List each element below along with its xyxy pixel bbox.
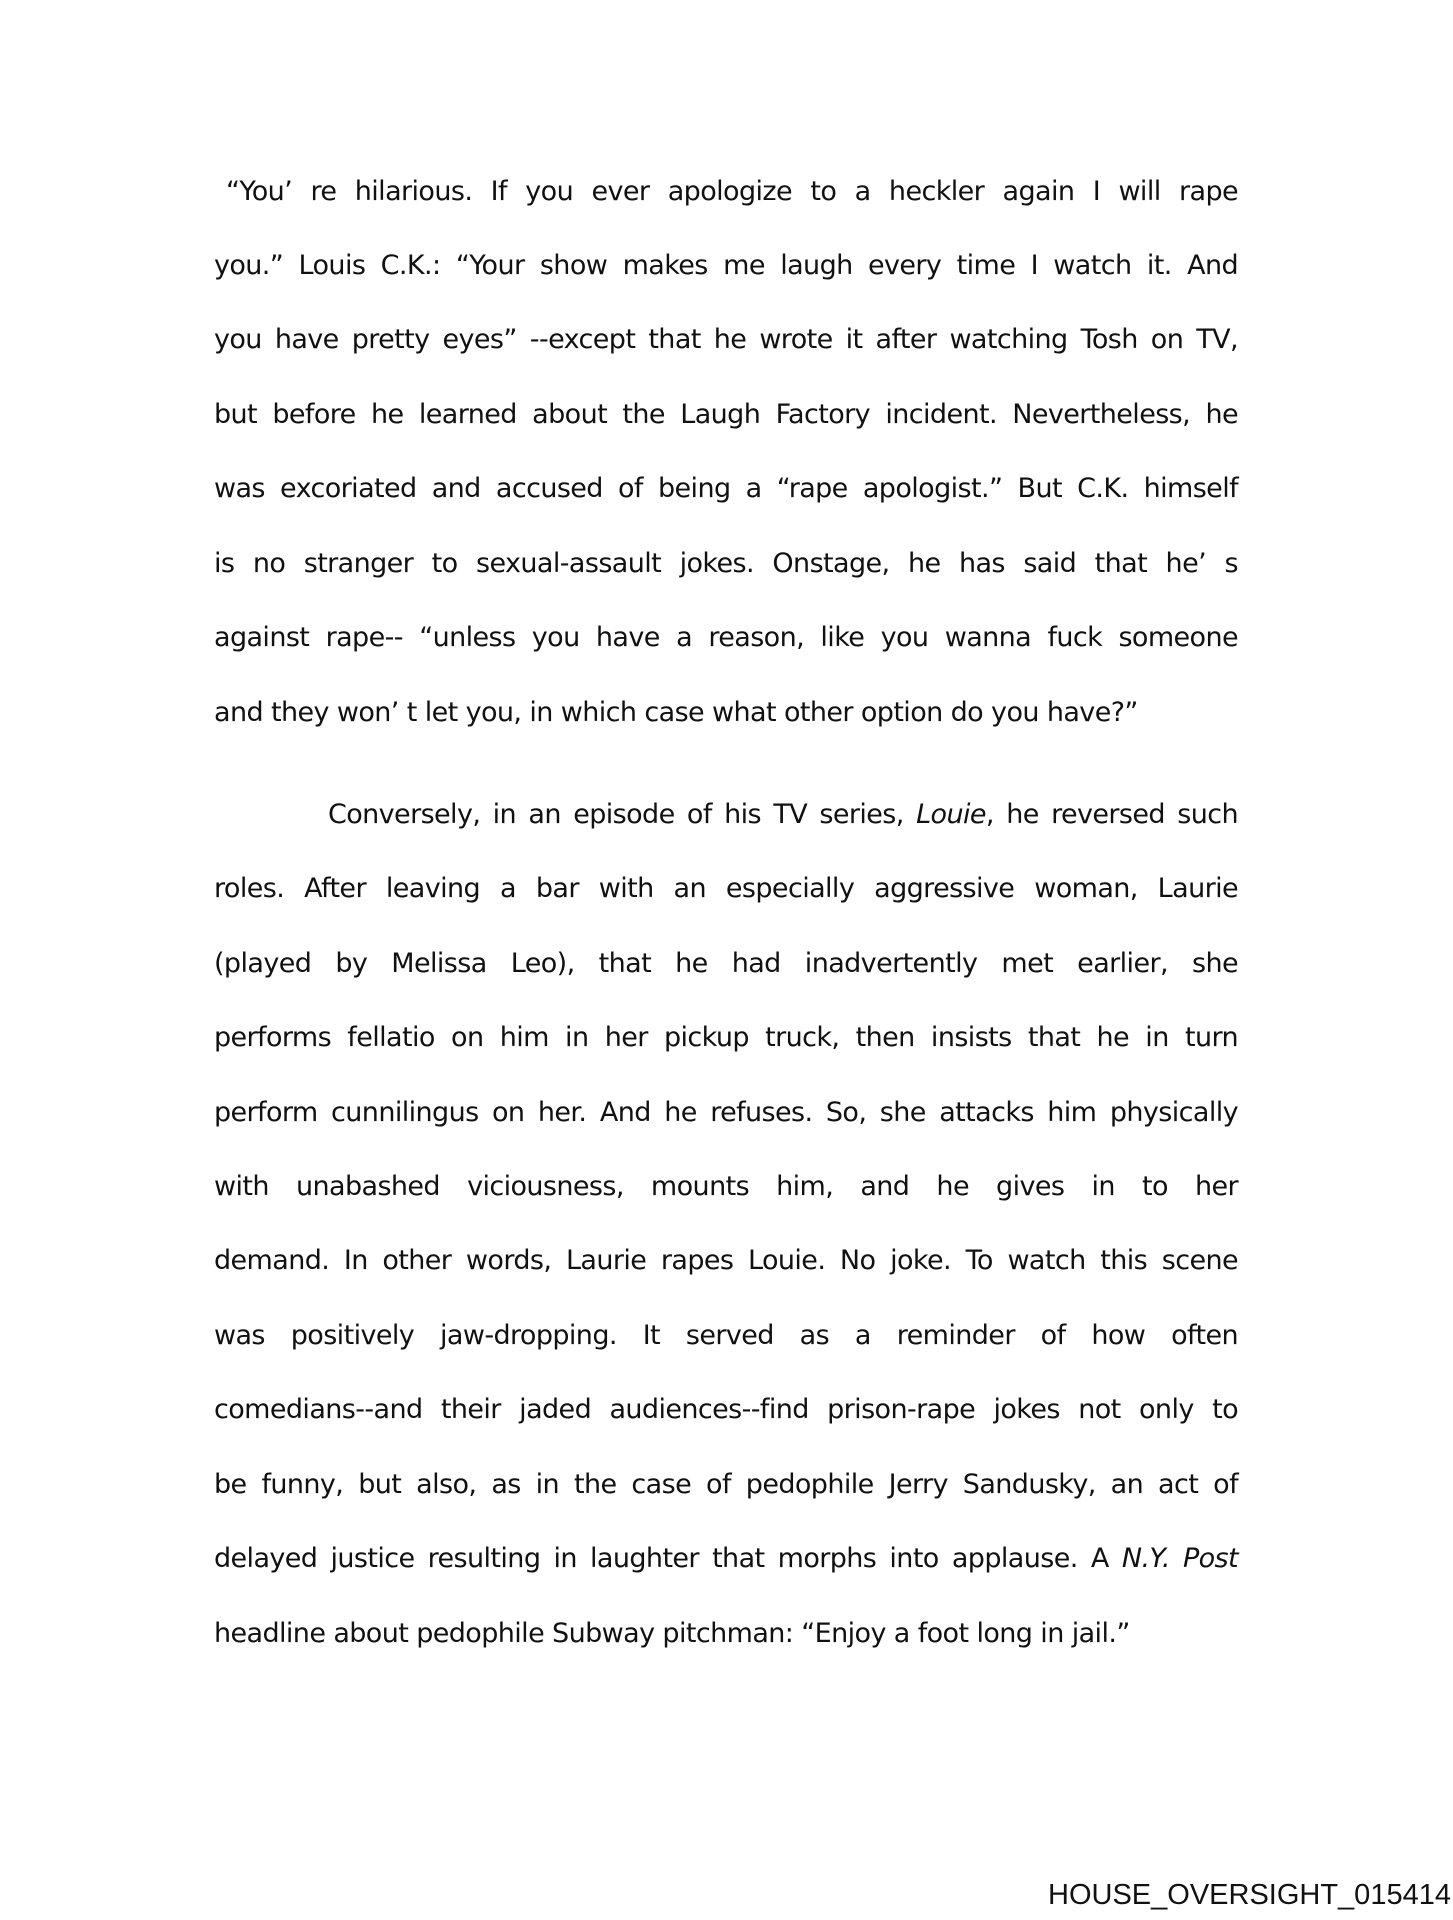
paragraph-2-line-9: comedians--and their jaded audiences--find prison-rape jokes not only to [214, 1394, 1238, 1425]
paragraph-2-line-2: roles. After leaving a bar with an especially aggressive woman, Laurie [214, 873, 1238, 904]
paragraph-2-line-8: was positively jaw-dropping. It served as a reminder of how often [214, 1320, 1238, 1351]
paragraph-2-line-3: (played by Melissa Leo), that he had inadvertently met earlier, she [214, 948, 1238, 979]
paragraph-1-line-4: but before he learned about the Laugh Factory incident. Nevertheless, he [214, 399, 1238, 430]
paragraph-1-line-5: was excoriated and accused of being a “rape apologist.” But C.K. himself [214, 473, 1238, 504]
paragraph-2-line-7: demand. In other words, Laurie rapes Louie. No joke. To watch this scene [214, 1245, 1238, 1276]
paragraph-2-line-1 [328, 795, 1238, 835]
paragraph-2-line-6: with unabashed viciousness, mounts him, and he gives in to her [214, 1171, 1238, 1202]
paragraph-1-line-6: is no stranger to sexual-assault jokes. Onstage, he has said that he’ s [214, 548, 1238, 579]
paragraph-1-line-2: you.” Louis C.K.: “Your show makes me laugh every time I watch it. And [214, 250, 1238, 281]
paragraph-2-line-1-text-b: , he reversed such [985, 799, 1238, 830]
paragraph-2-line-11-text: delayed justice resulting in laughter that morphs into applause. A [214, 1543, 1122, 1574]
paragraph-2-line-11 [214, 1539, 1238, 1579]
publication-title-ny-post: N.Y. Post [1121, 1543, 1239, 1574]
paragraph-1-line-3: you have pretty eyes” --except that he wrote it after watching Tosh on TV, [214, 324, 1238, 355]
paragraph-2-line-1-text-a: Conversely, in an episode of his TV series, [328, 799, 917, 830]
show-title-louie: Louie [916, 799, 986, 830]
paragraph-1-line-7: against rape-- “unless you have a reason, like you wanna fuck someone [214, 622, 1238, 653]
paragraph-1-line-1: “You’ re hilarious. If you ever apologize to a heckler again I will rape [226, 176, 1238, 207]
paragraph-1-line-8: and they won’ t let you, in which case what other option do you have?” [214, 697, 1138, 728]
paragraph-2-line-5: perform cunnilingus on her. And he refuses. So, she attacks him physically [214, 1097, 1238, 1128]
paragraph-2-line-4: performs fellatio on him in her pickup truck, then insists that he in turn [214, 1022, 1238, 1053]
paragraph-2-line-10: be funny, but also, as in the case of pedophile Jerry Sandusky, an act of [214, 1469, 1238, 1500]
bates-number: HOUSE_OVERSIGHT_015414 [1048, 1879, 1451, 1911]
paragraph-2-line-12: headline about pedophile Subway pitchman: “Enjoy a foot long in jail.” [214, 1618, 1130, 1649]
